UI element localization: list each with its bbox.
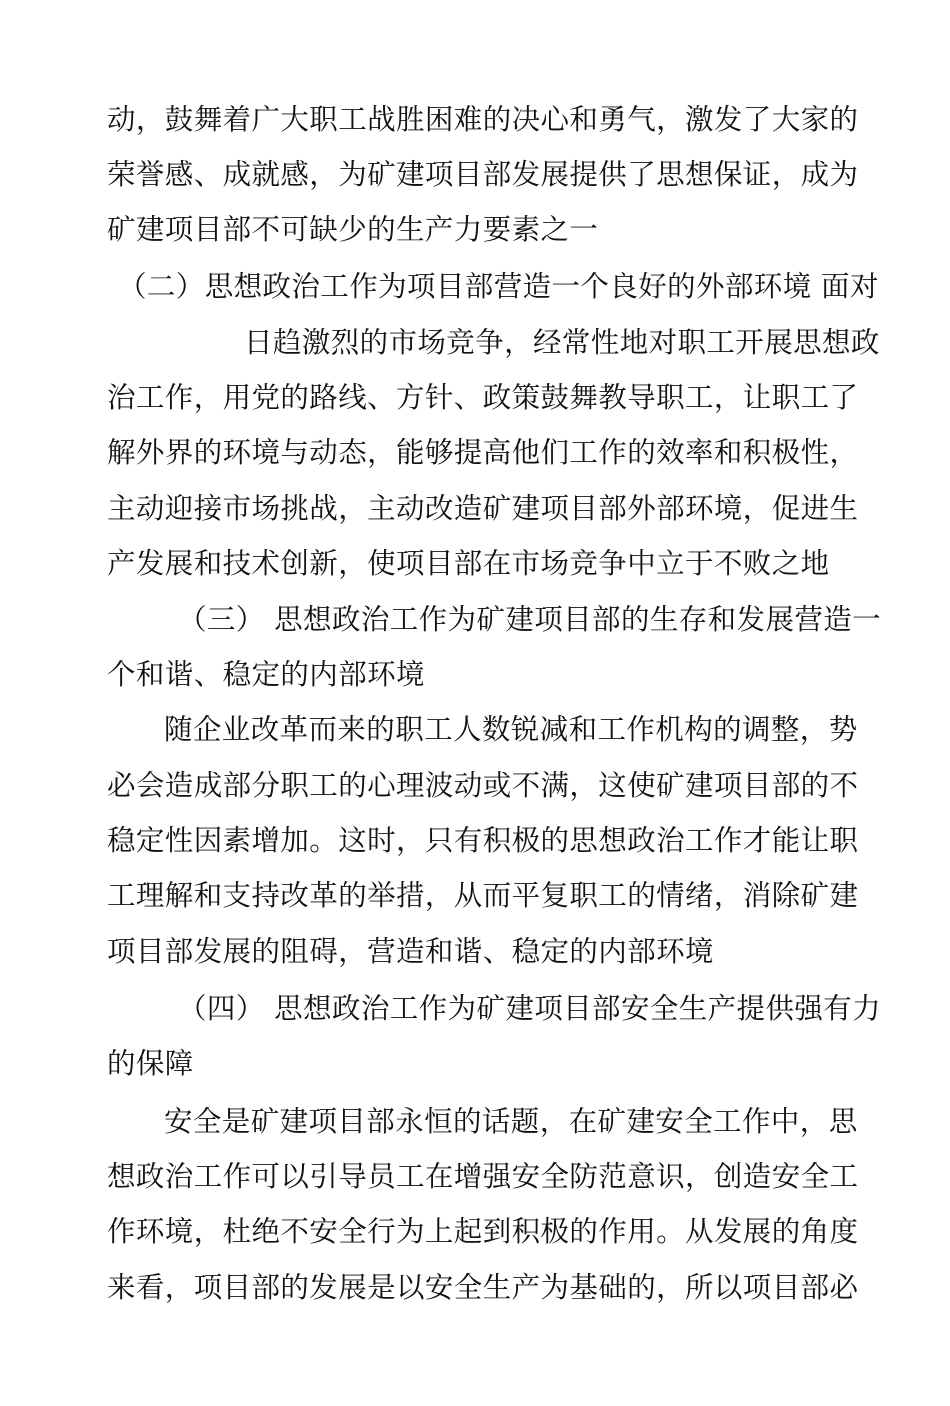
text-line: 个和谐、稳定的内部环境 — [107, 658, 425, 691]
text-line: 荣誉感、成就感，为矿建项目部发展提供了思想保证，成为 — [107, 158, 859, 191]
text-line: 解外界的环境与动态，能够提高他们工作的效率和积极性， — [107, 436, 859, 469]
text-line: 动，鼓舞着广大职工战胜困难的决心和勇气，激发了大家的 — [107, 103, 859, 136]
text-line: 主动迎接市场挑战，主动改造矿建项目部外部环境，促进生 — [107, 492, 859, 525]
section-heading-line: （二）思想政治工作为项目部营造一个良好的外部环境 面对 — [118, 270, 879, 303]
text-line: 矿建项目部不可缺少的生产力要素之一 — [107, 213, 599, 246]
text-line: 治工作，用党的路线、方针、政策鼓舞教导职工，让职工了 — [107, 381, 859, 414]
text-line: 的保障 — [107, 1047, 194, 1080]
section-heading-line: （四） 思想政治工作为矿建项目部安全生产提供强有力 — [178, 992, 882, 1025]
text-line: 日趋激烈的市场竞争，经常性地对职工开展思想政 — [244, 326, 880, 359]
text-line: 来看，项目部的发展是以安全生产为基础的，所以项目部必 — [107, 1271, 859, 1304]
text-line: 想政治工作可以引导员工在增强安全防范意识，创造安全工 — [107, 1160, 859, 1193]
text-line: 产发展和技术创新，使项目部在市场竞争中立于不败之地 — [107, 547, 830, 580]
paragraph-first-line: 随企业改革而来的职工人数锐减和工作机构的调整，势 — [164, 713, 858, 746]
text-line: 项目部发展的阻碍，营造和谐、稳定的内部环境 — [107, 935, 714, 968]
text-line: 稳定性因素增加。这时，只有积极的思想政治工作才能让职 — [107, 824, 859, 857]
text-line: 工理解和支持改革的举措，从而平复职工的情绪，消除矿建 — [107, 879, 859, 912]
text-line: 作环境，杜绝不安全行为上起到积极的作用。从发展的角度 — [107, 1215, 859, 1248]
text-line: 必会造成部分职工的心理波动或不满，这使矿建项目部的不 — [107, 769, 859, 802]
paragraph-first-line: 安全是矿建项目部永恒的话题，在矿建安全工作中，思 — [164, 1105, 858, 1138]
section-heading-line: （三） 思想政治工作为矿建项目部的生存和发展营造一 — [178, 603, 882, 636]
